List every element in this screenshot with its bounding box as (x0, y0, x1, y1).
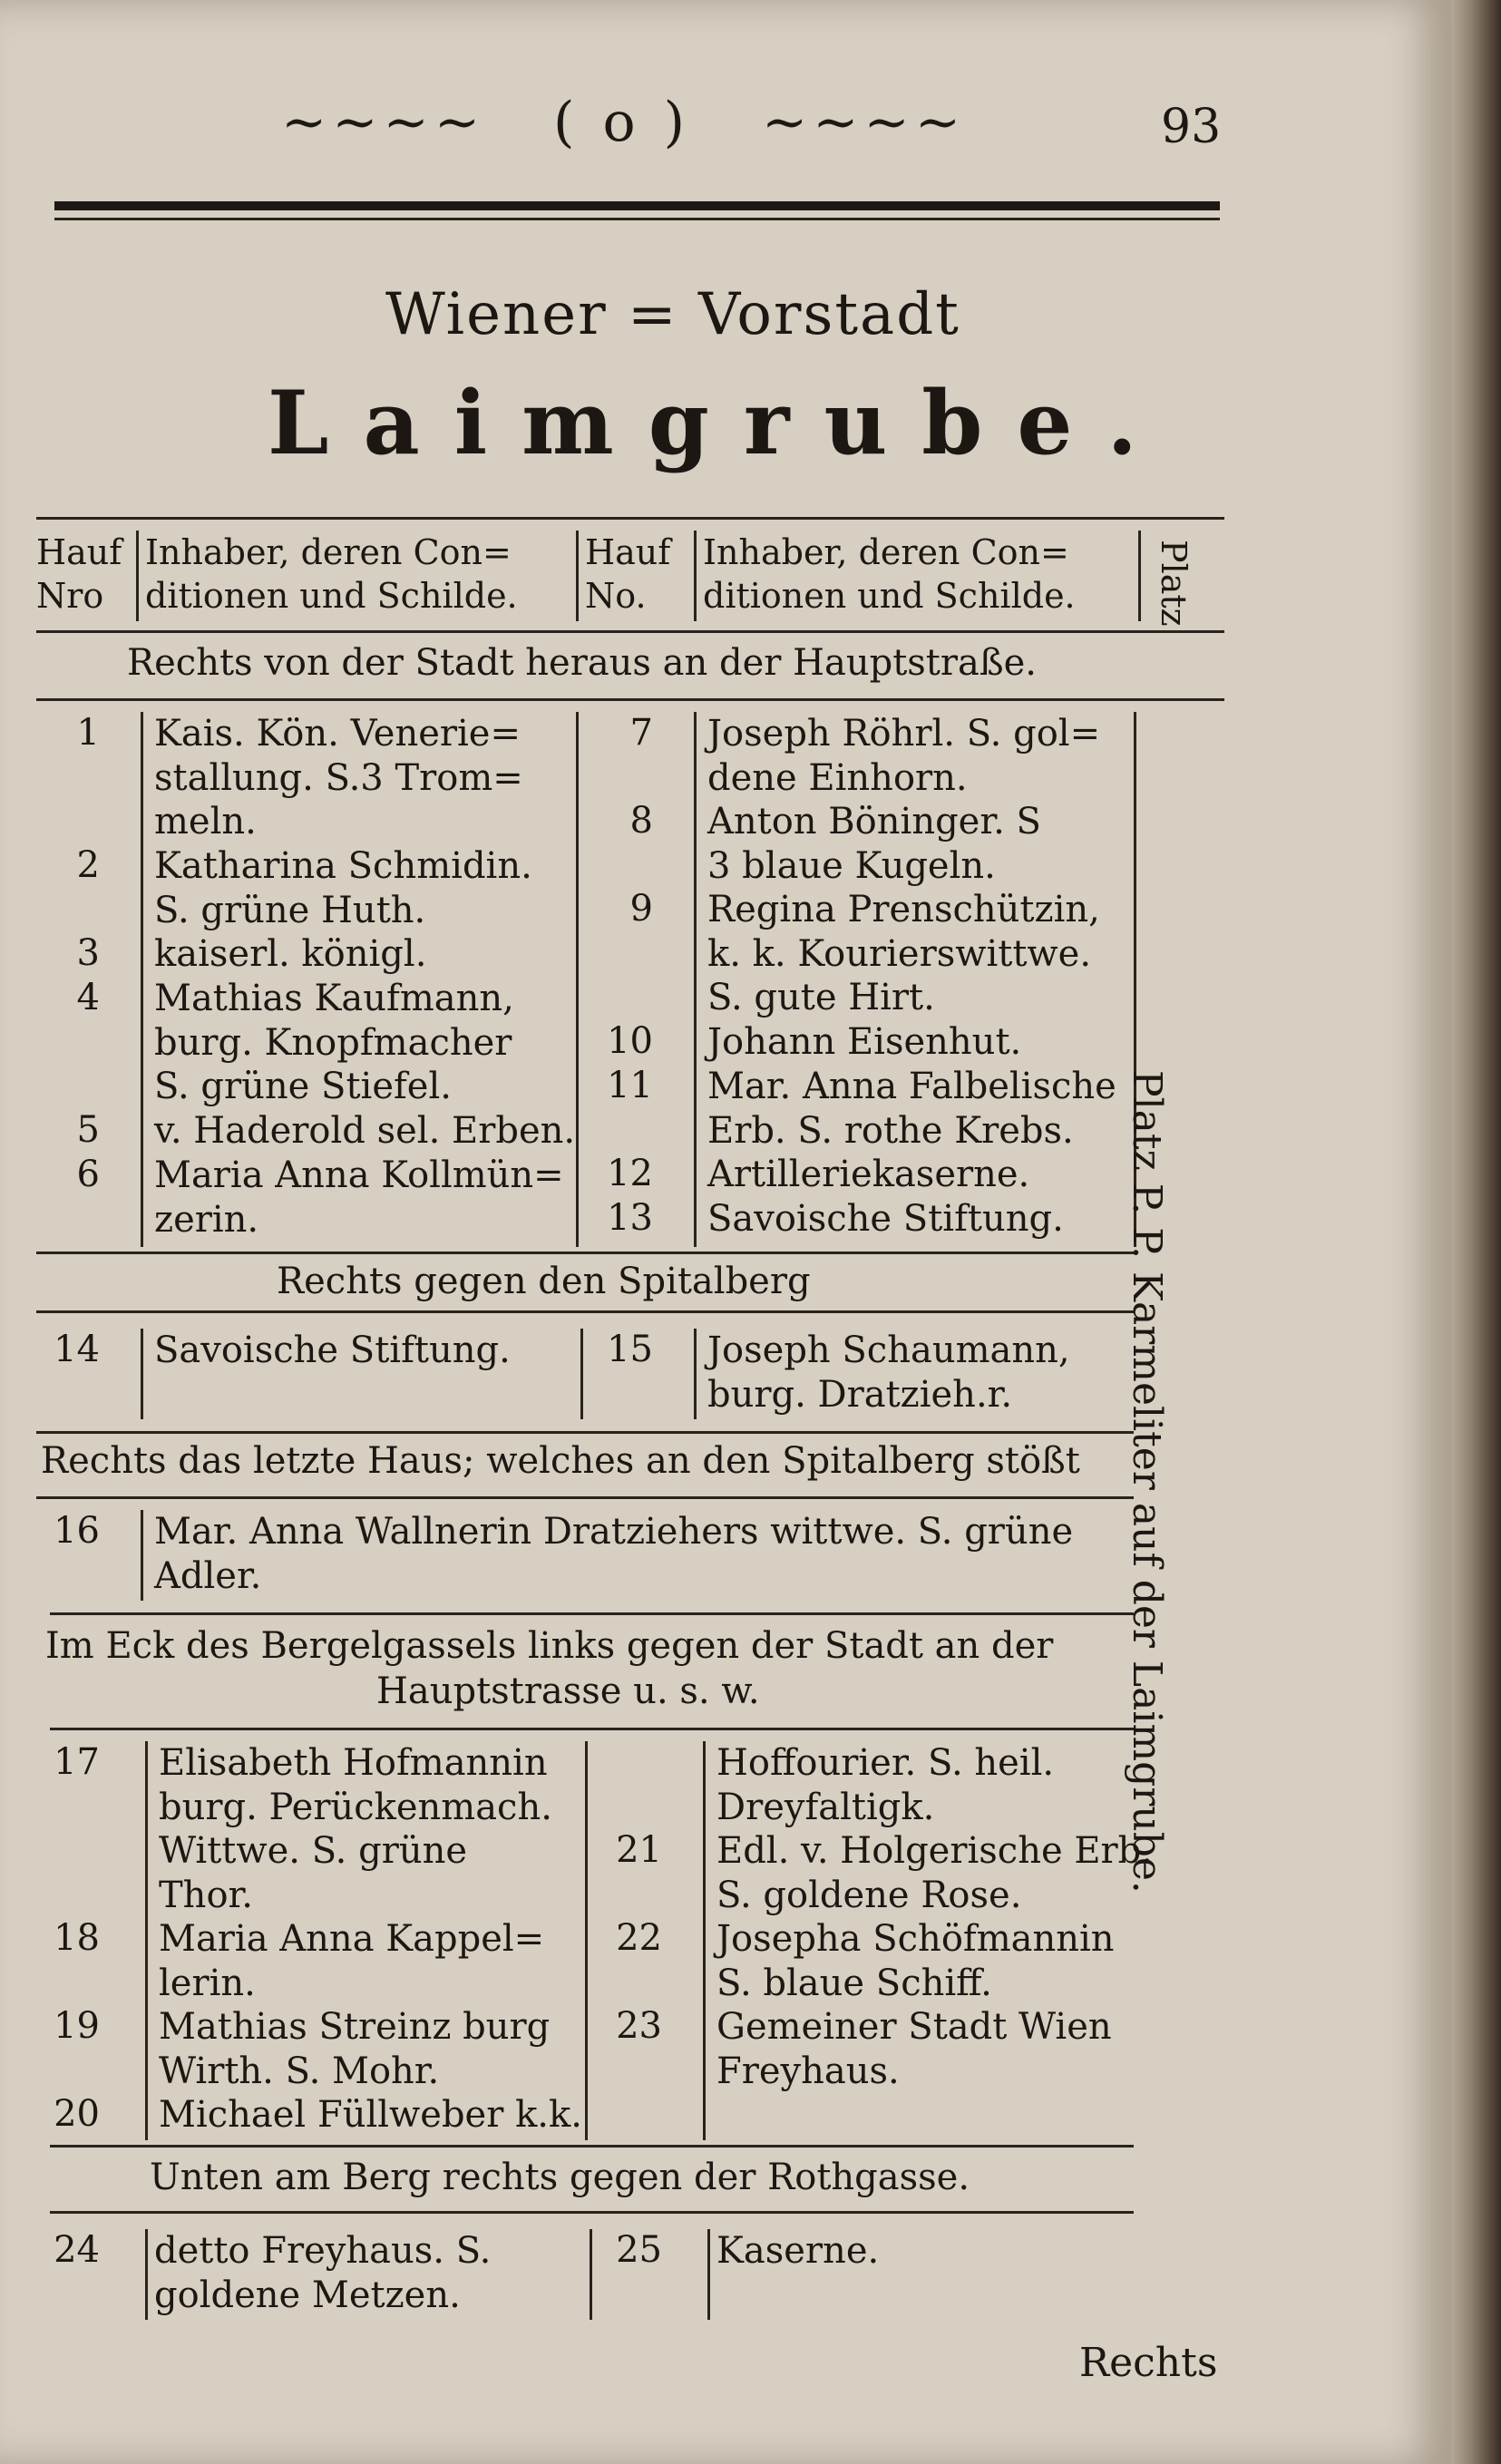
table-header-rule (36, 630, 1224, 633)
hdr-col4: Inhaber, deren Con= ditionen und Schilde. (703, 532, 1076, 616)
section-heading: Rechts gegen den Spitalberg (277, 1261, 811, 1302)
hdr-col5: Platz (1154, 540, 1194, 627)
hdr-col2: Inhaber, deren Con= ditionen und Schilde. (145, 532, 518, 616)
ornament-right: ~~~~ (762, 91, 967, 154)
header-rule (54, 201, 1220, 210)
side-label: Platz P. P. Karmeliter auf der Laimgrube. (1124, 1070, 1170, 1894)
catchword: Rechts (1079, 2340, 1218, 2386)
ornament-left: ~~~~ (281, 91, 486, 154)
page-number: 93 (1161, 100, 1222, 154)
title-line-2: Laimgrube. (268, 372, 1172, 474)
header-rule-thin (54, 218, 1220, 220)
hdr-col1: Hauf Nro (36, 532, 122, 616)
section-heading: Rechts von der Stadt heraus an der Hauptstraße. (127, 642, 1037, 684)
hdr-col3: Hauf No. (585, 532, 671, 616)
title-line-1: Wiener = Vorstadt (385, 281, 960, 348)
section-heading-cont: Hauptstrasse u. s. w. (376, 1670, 760, 1712)
section-heading: Unten am Berg rechts gegen der Rothgasse. (150, 2157, 970, 2198)
ornament-center: ( o ) (553, 91, 691, 154)
section-heading: Im Eck des Bergelgassels links gegen der Stadt an der (45, 1625, 1054, 1667)
section-heading: Rechts das letzte Haus; welches an den Spitalberg stößt (41, 1440, 1080, 1482)
table-top-rule (36, 517, 1224, 520)
page-edge (1451, 0, 1501, 2464)
